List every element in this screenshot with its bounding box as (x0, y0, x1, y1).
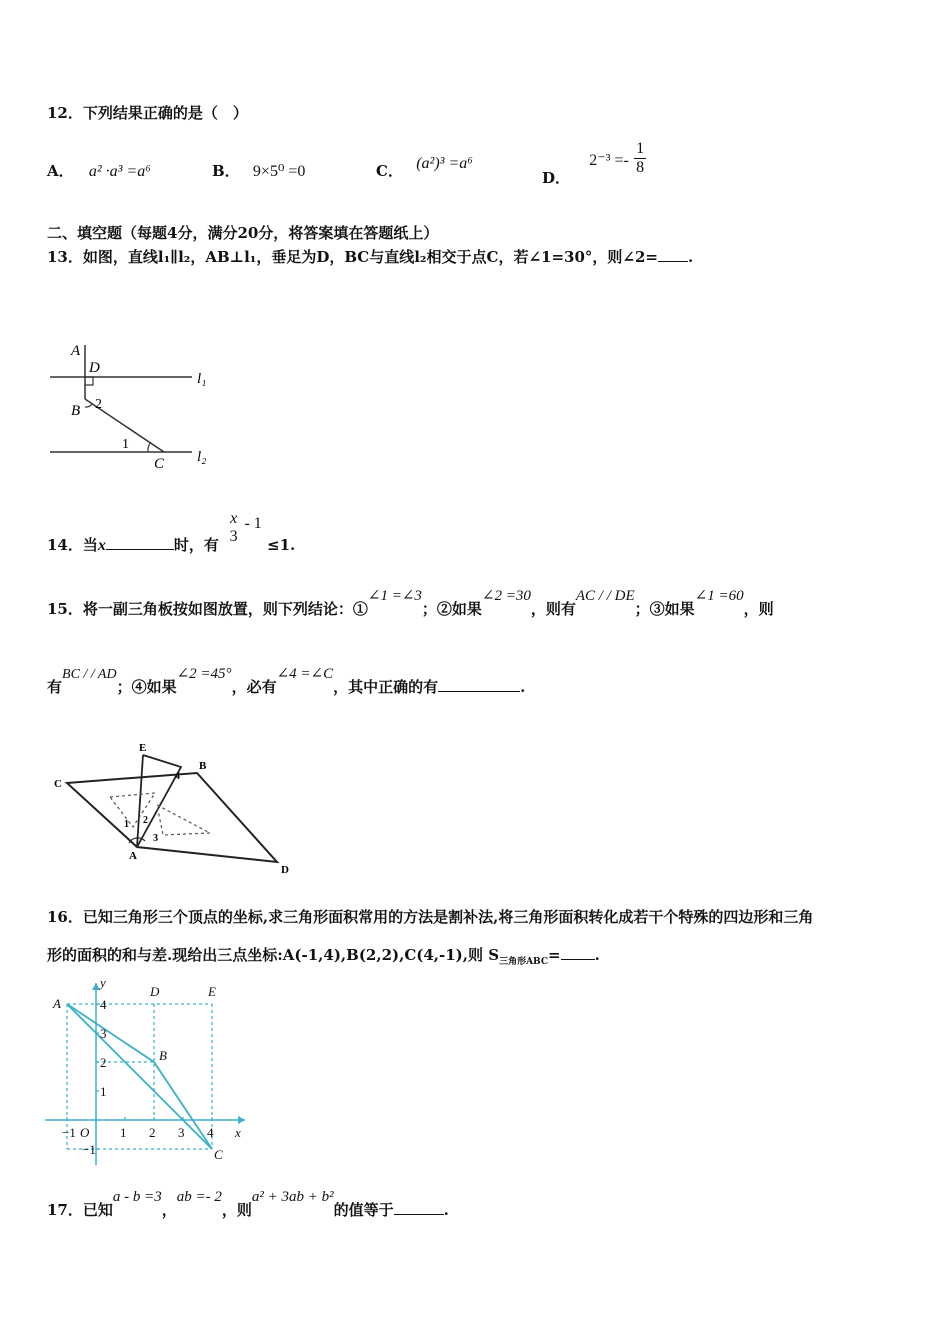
y-axis-arrow (92, 983, 100, 990)
fraction (228, 510, 239, 546)
section-2-title: 二、填空题（每题4分，满分20分，将答案填在答题纸上） (47, 224, 439, 242)
q16-equals: = (547, 946, 561, 964)
option-label: C． (376, 162, 403, 180)
option-math: a² ·a³ =a⁶ (88, 163, 151, 180)
y-tick-label: −1 (82, 1142, 96, 1157)
answer-blank[interactable] (658, 247, 688, 262)
answer-blank[interactable] (394, 1200, 444, 1215)
right-angle-mark (85, 377, 93, 385)
q16-text: 形的面积的和与差.现给出三点坐标:A(-1,4),B(2,2),C(4,-1),则 S (47, 946, 500, 964)
label-3: 3 (153, 833, 158, 844)
q15-text-a: 15．将一副三角板按如图放置，则下列结论：① (47, 600, 368, 618)
q14-var: x (97, 537, 106, 554)
q15-figure (45, 735, 305, 880)
q15-math-4: ∠1 =60 (694, 588, 744, 604)
option-math: (a²)³ =a⁶ (416, 155, 473, 172)
quadrilateral-cadb (67, 773, 277, 862)
q13-text (47, 246, 693, 267)
q17-text (47, 1189, 449, 1220)
q13-tail: . (687, 248, 694, 266)
x-axis-arrow (238, 1116, 245, 1124)
fraction-denominator: 3 (229, 528, 238, 545)
q16-coordinate-graph (40, 975, 260, 1170)
q15-math-3: AC / / DE (575, 588, 635, 604)
answer-blank[interactable] (106, 535, 174, 550)
q15-text-h: ，必有 (231, 678, 277, 696)
q16-subscript: 三角形ABC (499, 957, 548, 967)
label-2: 2 (95, 397, 102, 412)
q17-sep: ， (161, 1201, 177, 1219)
q17-math-3: a² + 3ab + b² (251, 1189, 334, 1205)
label-b: B (71, 403, 81, 419)
origin-label: O (80, 1125, 90, 1140)
dashed-triangle-1 (110, 793, 155, 827)
y-tick-label: 3 (100, 1026, 107, 1041)
q15-text-b: ；②如果 (421, 600, 482, 618)
side-ab (67, 1004, 154, 1062)
q15-text-f: 有 (47, 678, 63, 696)
option-label: B． (212, 162, 240, 180)
angle-2-arc (85, 404, 92, 407)
label-1: 1 (122, 437, 129, 452)
point-label-b: B (159, 1048, 167, 1063)
x-tick-label: 3 (178, 1125, 185, 1140)
angle-1-arc (148, 443, 150, 452)
q15-math-7: ∠4 =∠C (276, 666, 334, 682)
q13-figure (40, 335, 220, 475)
point-label-a: A (53, 996, 61, 1011)
fraction (634, 140, 646, 177)
y-axis-label: y (100, 975, 106, 990)
q14-suffix: ≤1. (267, 536, 296, 554)
q14-mid: 时，有 (173, 536, 219, 554)
q14-prefix: 14．当 (47, 536, 98, 554)
point-label-e: E (208, 984, 216, 999)
q15-tail: . (520, 678, 526, 696)
point-label-d: D (150, 984, 160, 999)
q14-text (47, 510, 296, 554)
q15-math-2: ∠2 =30 (481, 588, 531, 604)
label-l1: l₁ (197, 371, 207, 387)
label-l2: l₂ (197, 449, 207, 465)
q17-mid: ，则 (221, 1201, 252, 1219)
y-tick-label: 1 (100, 1084, 107, 1099)
q12-option-d (542, 140, 646, 187)
option-label: A． (47, 162, 74, 180)
triangle-eab (137, 755, 181, 847)
q15-text-g: ；④如果 (116, 678, 177, 696)
q12-option-c (376, 155, 473, 181)
y-tick-label: 4 (100, 997, 107, 1012)
q12-option-a (47, 160, 151, 181)
label-b: B (199, 760, 207, 772)
x-tick-label: 4 (207, 1125, 214, 1140)
option-label: D． (542, 168, 571, 187)
q15-math-5: BC / / AD (62, 667, 117, 682)
q15-line1 (47, 588, 774, 619)
q17-math-1: a - b =3 (112, 1189, 162, 1205)
label-1: 1 (124, 819, 129, 830)
label-2: 2 (143, 815, 148, 826)
fraction-numerator: x (230, 510, 238, 527)
fraction-denominator: 8 (636, 159, 645, 176)
point-label-c: C (214, 1147, 223, 1162)
x-tick-label: 2 (149, 1125, 156, 1140)
q16-line1: 16．已知三角形三个顶点的坐标,求三角形面积常用的方法是割补法,将三角形面积转化成若干个特殊的四边形和三角 (47, 908, 814, 926)
segment-ea (137, 755, 143, 847)
label-d: D (281, 864, 289, 876)
q15-text-d: ；③如果 (634, 600, 695, 618)
q15-line2 (47, 666, 526, 697)
answer-blank[interactable] (561, 945, 595, 960)
q15-text-e: ，则 (743, 600, 774, 618)
label-4: 4 (175, 771, 180, 782)
q12-option-b (212, 160, 305, 181)
q15-text-c: ，则有 (530, 600, 576, 618)
label-a: A (71, 343, 81, 359)
label-e: E (139, 742, 147, 754)
label-d: D (89, 360, 100, 376)
q17-tail: . (443, 1201, 449, 1219)
q15-math-6: ∠2 =45° (176, 666, 232, 682)
label-c: C (154, 456, 165, 472)
q14-minus: - 1 (244, 515, 262, 532)
q17-suffix: 的值等于 (333, 1201, 394, 1219)
q13-stem: 13．如图，直线l₁∥l₂，AB⊥l₁，垂足为D，BC与直线l₂相交于点C，若∠1=30°，则∠2= (47, 248, 658, 266)
q12-stem: 12．下列结果正确的是（ ） (47, 104, 248, 122)
label-a: A (129, 850, 137, 862)
q17-math-2: ab =- 2 (176, 1189, 222, 1205)
answer-blank[interactable] (438, 677, 520, 692)
option-math: 2⁻³ =- (589, 151, 629, 169)
q16-line2 (47, 944, 600, 967)
fraction-numerator: 1 (636, 140, 645, 157)
q15-text-i: ，其中正确的有 (333, 678, 439, 696)
x-tick-label: −1 (62, 1125, 76, 1140)
q16-tail: . (594, 946, 600, 964)
option-math: 9×5⁰ =0 (252, 163, 306, 180)
x-axis-label: x (235, 1125, 241, 1140)
x-tick-label: 1 (120, 1125, 127, 1140)
label-c: C (54, 778, 62, 790)
dashed-triangle-2 (157, 805, 210, 835)
y-tick-label: 2 (100, 1055, 107, 1070)
q15-math-1: ∠1 =∠3 (367, 588, 422, 604)
q17-prefix: 17．已知 (47, 1201, 113, 1219)
